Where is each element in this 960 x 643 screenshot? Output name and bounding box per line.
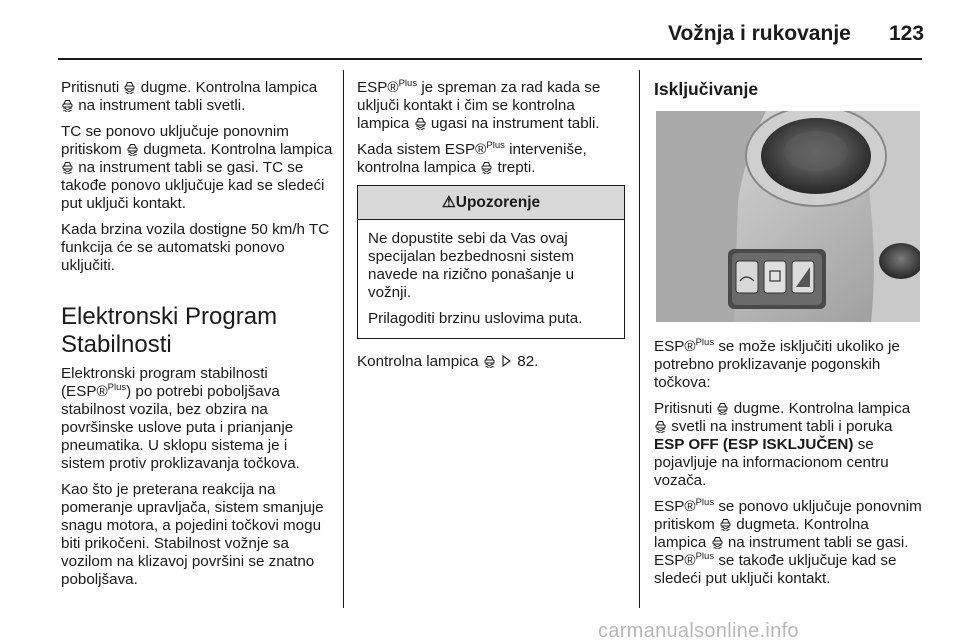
- esp-warning-icon: [414, 116, 427, 130]
- warning-text: Ne dopustite sebi da Vas ovaj specijalan bezbednosni sistem navede na rizično ponašanje u vožnji.: [368, 230, 575, 301]
- text: se može isključiti ukoliko je potrebno proklizavanje pogonskih točkova:: [654, 338, 900, 391]
- text: interveniše, kontrolna lampica: [357, 141, 587, 176]
- warning-text: Prilagoditi brzinu uslovima puta.: [368, 310, 583, 327]
- esp-warning-icon: [711, 535, 724, 549]
- display-message: ESP OFF (ESP ISKLJUČEN): [654, 436, 854, 453]
- warning-title: Upozorenje: [455, 194, 541, 211]
- text: dugme. Kontrolna lampica: [140, 79, 318, 96]
- esp-warning-icon: [123, 80, 136, 94]
- superscript: Plus: [695, 497, 715, 508]
- superscript: Plus: [107, 382, 127, 393]
- paragraph: [61, 79, 333, 115]
- page-number: 123: [889, 22, 925, 45]
- text: dugmeta. Kontrolna lampica: [143, 141, 333, 158]
- column-divider-1: [343, 70, 344, 608]
- paragraph: [357, 353, 625, 371]
- esp-warning-icon: [61, 160, 74, 174]
- text: se takođe uključuje kad se sledeći put uključi kontakt.: [654, 552, 897, 587]
- text: ) po potrebi poboljšava stabilnost vozila, bez obzira na površinske uslove puta i prianjanje pneumatika. U sklopu sistema je i sistem protiv proklizavanja točkova.: [61, 383, 300, 472]
- section-title: Vožnja i rukovanje: [668, 22, 851, 45]
- text: Pritisnuti: [61, 79, 120, 96]
- paragraph: [654, 338, 924, 392]
- text: ESP®: [357, 79, 399, 96]
- text: dugmeta. Kontrolna lampica: [654, 516, 869, 551]
- superscript: Plus: [398, 78, 418, 89]
- paragraph: [61, 123, 333, 213]
- esp-warning-icon: [480, 160, 493, 174]
- paragraph: Kao što je preterana reakcija na pomeranje upravljača, sistem smanjuje snagu motora, a pojedini točkovi mogu biti prikočeni. Stabilnost vožnje sa vozilom na klizavoj površini se znatno poboljšava.: [61, 481, 324, 588]
- text: TC se ponovo uključuje ponovnim pritiskom: [61, 123, 289, 158]
- warning-triangle-icon: ⚠: [441, 194, 456, 211]
- text: na instrument tabli svetli.: [78, 97, 246, 114]
- watermark: carmanualsonline.info: [598, 620, 799, 642]
- text: svetli na instrument tabli i poruka: [671, 418, 893, 435]
- text: Kontrolna lampica: [357, 353, 479, 370]
- esp-warning-icon: [483, 354, 496, 368]
- text: se ponovo uključuje ponovnim pritiskom: [654, 498, 922, 533]
- esp-warning-icon: [719, 517, 732, 531]
- paragraph: [654, 498, 924, 588]
- paragraph: [357, 79, 625, 133]
- text: ugasi na instrument tabli.: [430, 115, 600, 132]
- text: je spreman za rad kada se uključi kontakt i čim se kontrolna lampica: [357, 79, 601, 132]
- warning-box: [357, 185, 625, 339]
- esp-warning-icon: [126, 142, 139, 156]
- warning-body: [358, 220, 624, 338]
- text: na instrument tabli se gasi. ESP®: [654, 534, 909, 569]
- subsection-heading: Isključivanje: [654, 79, 759, 99]
- text: se pojavljuje na informacionom centru vozača.: [654, 436, 889, 489]
- text: Elektronski program stabilnosti (ESP®: [61, 365, 268, 400]
- column-2: [357, 79, 625, 379]
- warning-header: [358, 186, 624, 220]
- paragraph: Kada brzina vozila dostigne 50 km/h TC funkcija će se automatski ponovo uključiti.: [61, 221, 330, 274]
- paragraph: [61, 365, 333, 473]
- page-reference-arrow-icon: [500, 354, 513, 368]
- page-reference: 82.: [517, 353, 539, 370]
- text: na instrument tabli se gasi. TC se takođe ponovo uključuje kad se sledeći put uključi kontakt.: [61, 159, 325, 212]
- text: ESP®: [654, 338, 696, 355]
- text: dugme. Kontrolna lampica: [733, 400, 911, 417]
- header-rule: [58, 58, 922, 60]
- column-divider-2: [639, 70, 640, 608]
- paragraph: [357, 141, 625, 177]
- superscript: Plus: [695, 337, 715, 348]
- text: trepti.: [497, 159, 536, 176]
- section-heading: Elektronski Program Stabilnosti: [61, 303, 278, 358]
- paragraph: [654, 400, 924, 490]
- column-3: [654, 79, 924, 596]
- esp-warning-icon: [654, 419, 667, 433]
- column-1: [61, 79, 333, 597]
- superscript: Plus: [695, 551, 715, 562]
- text: Pritisnuti: [654, 400, 713, 417]
- text: ESP®: [654, 498, 696, 515]
- esp-warning-icon: [61, 98, 74, 112]
- esp-warning-icon: [716, 401, 729, 415]
- text: Kada sistem ESP®: [357, 141, 487, 158]
- dashboard-switch-photo: [656, 111, 920, 322]
- superscript: Plus: [486, 140, 505, 151]
